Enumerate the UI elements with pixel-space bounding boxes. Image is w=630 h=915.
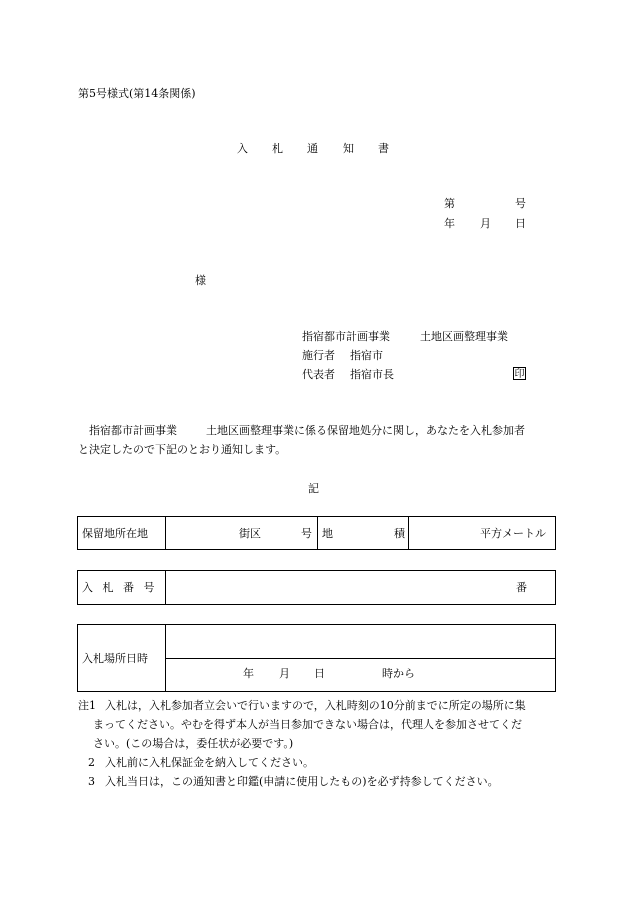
issuer-project-a: 指宿都市計画事業: [302, 330, 390, 343]
note-2-prefix: 2: [88, 756, 95, 769]
bid-number-label: 入 札 番 号: [82, 581, 158, 594]
issuer-project-b: 土地区画整理事業: [420, 330, 508, 343]
date-day: 日: [515, 217, 526, 230]
datetime-time: 時から: [382, 667, 415, 680]
title-char-2: 札: [272, 142, 283, 155]
body-line1-a: 指宿都市計画事業: [89, 424, 177, 437]
issuer-executor-label: 施行者: [302, 349, 335, 362]
note-2-line-1: 入札前に入札保証金を納入してください。: [105, 756, 314, 769]
location-label: 保留地所在地: [82, 527, 148, 540]
addressee-suffix: 様: [195, 274, 206, 287]
issuer-rep-label: 代表者: [302, 368, 335, 381]
title-char-5: 書: [378, 142, 389, 155]
note-1-prefix: 注1: [78, 699, 96, 712]
bid-number-unit: 番: [516, 581, 527, 594]
seal-mark: 印: [514, 369, 525, 380]
datetime-year: 年: [243, 667, 254, 680]
body-line1-b: 土地区画整理事業に係る保留地処分に関し，あなたを入札参加者: [206, 424, 525, 437]
area-label-b: 積: [394, 527, 405, 540]
form-number: 第5号様式(第14条関係): [78, 87, 196, 100]
lot-unit: 号: [301, 527, 312, 540]
area-unit: 平方メートル: [480, 527, 546, 540]
body-line2: と決定したので下記のとおり通知します。: [78, 443, 287, 456]
issuer-executor-name: 指宿市: [350, 349, 383, 362]
date-year: 年: [444, 217, 455, 230]
datetime-day: 日: [314, 667, 325, 680]
doc-number-dai: 第: [444, 197, 455, 210]
block-label: 街区: [239, 527, 261, 540]
note-3-line-1: 入札当日は，この通知書と印鑑(申請に使用したもの)を必ず持参してください。: [105, 775, 499, 788]
issuer-rep-name: 指宿市長: [350, 368, 394, 381]
datetime-label: 入札場所日時: [82, 652, 148, 665]
title-char-1: 入: [237, 142, 248, 155]
note-1-line-2: まってください。やむを得ず本人が当日参加できない場合は，代理人を参加させてくだ: [93, 718, 522, 731]
note-1-line-3: さい。(この場合は，委任状が必要です。): [93, 737, 294, 750]
datetime-month: 月: [279, 667, 290, 680]
title-char-3: 通: [307, 142, 318, 155]
doc-number-go: 号: [515, 197, 526, 210]
ki-heading: 記: [308, 482, 319, 495]
date-month: 月: [480, 217, 491, 230]
title-char-4: 知: [343, 142, 354, 155]
datetime-table: [77, 624, 556, 692]
note-3-prefix: 3: [88, 775, 95, 788]
area-label-a: 地: [322, 527, 333, 540]
note-1-line-1: 入札は，入札参加者立会いで行いますので，入札時刻の10分前までに所定の場所に集: [105, 699, 526, 712]
